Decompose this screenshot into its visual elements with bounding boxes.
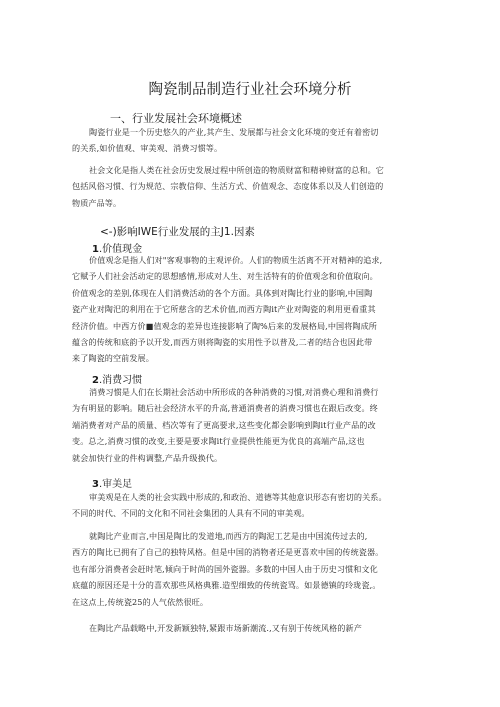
text-line: 在陶比产品载略中,开发新颖独特,紧跟市场新潮流.,又有别于传统风格的新产 bbox=[89, 623, 362, 633]
paragraph-values bbox=[72, 252, 436, 367]
subheading-number: 3 bbox=[92, 479, 99, 490]
document-title: 陶瓷制品制造行业社会环境分析 bbox=[148, 82, 352, 98]
text-line: 包括风俗习惯、行为规范、宗教信仰、生活方式、价值观念、态度体系以及人们创造的 bbox=[72, 181, 384, 192]
text-line: 也有部分消费者会赶时笔,倾向于时尚的国外瓷器。多数的中国人由于历史习惯和文化 bbox=[72, 563, 378, 574]
text-line: 不同的时代、不同的文化和不同社会集团的人具有不同的审美观。 bbox=[72, 508, 310, 519]
subheading-label: .价值现金 bbox=[98, 244, 143, 255]
text-line: 的关系,如价值观、审美观、消费习惯等。 bbox=[72, 143, 223, 154]
paragraph-overview-2 bbox=[72, 162, 436, 211]
text-line: 经济价值。中西方价■值观念的差异也连接影响了陶%后来的发展格局,中国将陶成所 bbox=[72, 320, 377, 331]
subheading-aesthetics bbox=[92, 475, 132, 490]
text-line: 来了陶瓷的空前发展。 bbox=[72, 353, 154, 364]
paragraph-aesthetics-2 bbox=[72, 528, 436, 610]
text-line: 它赋予人们社会活动定的思想感情,形成对人生、对生活特有的价值观念和价值取向。 bbox=[72, 271, 378, 282]
text-line: 消费习惯是人们在长期社会活动中所形成的各种消费的习惯,对消费心理和消费行 bbox=[89, 387, 379, 397]
text-line: 为有明显的影响。随后社会经济水平的升高,普通消费者的消费习惯也在跟后改变。终 bbox=[72, 403, 378, 414]
text-line: 底蕴的原因还是十分的喜欢那些风格典雅.造型细致的传统瓷骂。如景德镇的玲珑瓷,。 bbox=[72, 580, 381, 591]
text-line: 物质产品等。 bbox=[72, 197, 122, 208]
section-heading-factors: <-)影响IWE行业发展的主J1.因素 bbox=[100, 226, 255, 238]
text-line: 在这点上,传统瓷25的人气依然很旺。 bbox=[72, 596, 209, 607]
text-line: 变。总之,消费习惯的改变,主要是要求陶it行业提供性能更为优良的高端产品,这也 bbox=[72, 436, 365, 447]
paragraph-overview-1 bbox=[72, 124, 436, 157]
text-line: 陶瓷行业是一个历史悠久的产业,其产生、发展都与社会文化环境的变迁有着密切 bbox=[89, 127, 379, 137]
section-heading-overview: 一、行业发展社会环境概述 bbox=[110, 112, 242, 125]
text-line: 端消费者对产品的质量、档次等有了更高要求,这些变化都会影响到陶it行业产品的改 bbox=[72, 419, 376, 430]
subheading-number: 1 bbox=[92, 244, 99, 255]
text-line: 价值观念的差别,体现在人们消费活动的各个方面。具体到对陶比行业的影响,中国陶 bbox=[72, 287, 373, 298]
text-line: 审美观是在人类的社会实践中形成的,和政治、道德等其他意识形态有密切的关系。 bbox=[89, 492, 387, 502]
paragraph-aesthetics-1 bbox=[72, 489, 436, 522]
text-line: 蕴含的传统和底韵予以开发,而西方则将陶瓷的实用性予以普及,二者的结合也因此带 bbox=[72, 336, 373, 347]
subheading-number: 2 bbox=[92, 375, 99, 386]
text-line: 就会加快行业的件构调整,产品升级换代。 bbox=[72, 452, 223, 463]
paragraph-consumption bbox=[72, 384, 436, 466]
subheading-label: .审美足 bbox=[98, 479, 133, 490]
paragraph-aesthetics-3 bbox=[72, 620, 436, 636]
text-line: 社会文化是指人类在社会历史发展过程中所创造的物质财富和精神财富的总和。它 bbox=[89, 165, 384, 175]
subheading-label: .消费习惯 bbox=[98, 375, 143, 386]
text-line: 西方的陶比已拥有了自己的独特风格。但是中国的消物者还是更喜欢中国的传统瓷器。 bbox=[72, 547, 384, 558]
text-line: 瓷产业对陶汜的利用在于它所慈含的艺术价值,而西方陶it产业对陶瓷的利用更看重其 bbox=[72, 304, 376, 315]
text-line: 价值观念是指人们对"客观事物的主观评价。人们的物质生活离不开对精神的追求, bbox=[89, 255, 383, 265]
text-line: 就陶比产业而言,中国是陶比的发道地,而西方的陶泥工艺是由中国流传过去的, bbox=[89, 531, 368, 541]
